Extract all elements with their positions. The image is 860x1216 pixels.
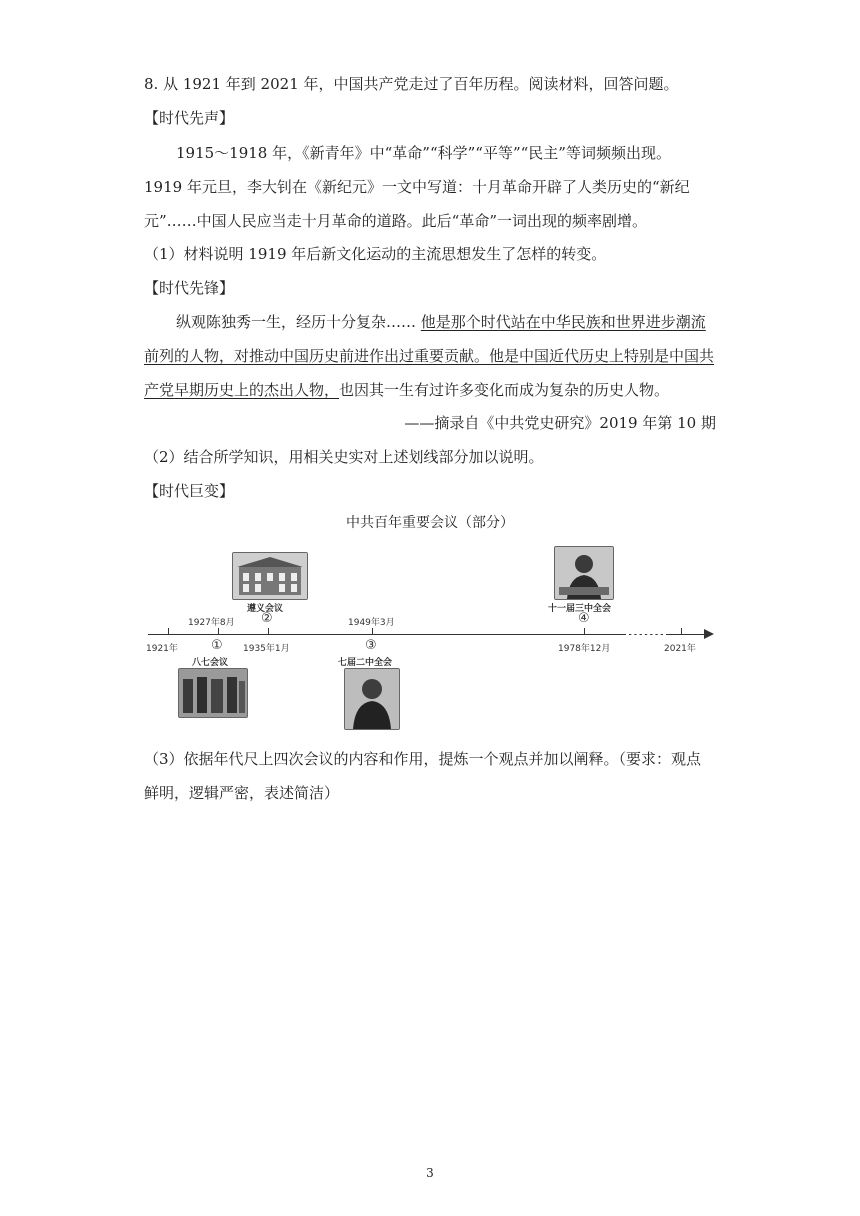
timeline-tick (372, 628, 373, 635)
question-intro: 8. 从 1921 年到 2021 年，中国共产党走过了百年历程。阅读材料，回答问题。 (144, 75, 679, 93)
material-line: 1915～1918 年，《新青年》中“革命”“科学”“平等”“民主”等词频频出现。 (176, 144, 671, 162)
meeting-photo-icon (178, 668, 248, 718)
sub-question-1: （1）材料说明 1919 年后新文化运动的主流思想发生了怎样的转变。 (144, 245, 607, 263)
person-icon (555, 547, 613, 599)
meeting-photo-icon (232, 552, 308, 600)
event-number: ① (211, 638, 223, 653)
event-name: 遵义会议 (247, 604, 284, 614)
quote-plain: 纵观陈独秀一生，经历十分复杂…… (176, 313, 417, 331)
quote-line-2: 前列的人物，对推动中国历史前进作出过重要贡献。他是中国近代历史上特别是中国共 (144, 347, 715, 365)
quote-underlined: 他是那个时代站在中华民族和世界进步潮流 (420, 313, 706, 331)
event-date: 1935年1月 (243, 644, 290, 654)
event-number: ② (261, 611, 273, 626)
portrait-photo-icon (554, 546, 614, 600)
sub-question-3: （3）依据年代尺上四次会议的内容和作用，提炼一个观点并加以阐释。（要求：观点 (144, 750, 702, 768)
event-date: 1978年12月 (558, 644, 611, 654)
quote-underlined: 产党早期历史上的杰出人物， (144, 381, 340, 399)
page-number: 3 (426, 1166, 434, 1180)
timeline-axis (148, 634, 668, 635)
timeline-tick (584, 628, 585, 635)
timeline-tick (218, 628, 219, 635)
section-heading-3: 【时代巨变】 (144, 482, 235, 500)
quote-plain: 也因其一生有过许多变化而成为复杂的历史人物。 (339, 381, 670, 399)
timeline-dashed-gap (626, 634, 666, 635)
event-name: 十一届三中全会 (548, 604, 612, 614)
material-line: 1919 年元旦，李大钊在《新纪元》一文中写道：十月革命开辟了人类历史的“新纪 (144, 178, 690, 196)
arrow-right-icon (704, 629, 714, 639)
quote-source: ——摘录自《中共党史研究》2019 年第 10 期 (404, 414, 716, 432)
timeline (144, 540, 724, 730)
event-name: 七届二中全会 (338, 658, 393, 668)
quote-line-3 (144, 380, 669, 400)
sub-question-2: （2）结合所学知识，用相关史实对上述划线部分加以说明。 (144, 448, 544, 466)
timeline-tick (268, 628, 269, 635)
event-date: 1949年3月 (348, 618, 395, 628)
sub-question-3-cont: 鲜明，逻辑严密，表述简洁） (144, 784, 340, 802)
building-icon (179, 669, 247, 717)
event-name: 八七会议 (192, 658, 229, 668)
timeline-tick (681, 628, 682, 635)
timeline-end-label: 2021年 (664, 644, 696, 654)
event-date: 1927年8月 (188, 618, 235, 628)
quote-line-1 (176, 312, 706, 332)
timeline-start-label: 1921年 (146, 644, 178, 654)
person-icon (345, 669, 399, 729)
portrait-photo-icon (344, 668, 400, 730)
section-heading-1: 【时代先声】 (144, 109, 235, 127)
material-line: 元”……中国人民应当走十月革命的道路。此后“革命”一词出现的频率剧增。 (144, 212, 648, 230)
building-icon (233, 553, 307, 599)
event-number: ③ (365, 638, 377, 653)
timeline-tick (168, 628, 169, 635)
timeline-axis-extension (664, 634, 706, 635)
section-heading-2: 【时代先锋】 (144, 279, 235, 297)
timeline-caption: 中共百年重要会议（部分） (346, 515, 514, 531)
event-number: ④ (578, 611, 590, 626)
